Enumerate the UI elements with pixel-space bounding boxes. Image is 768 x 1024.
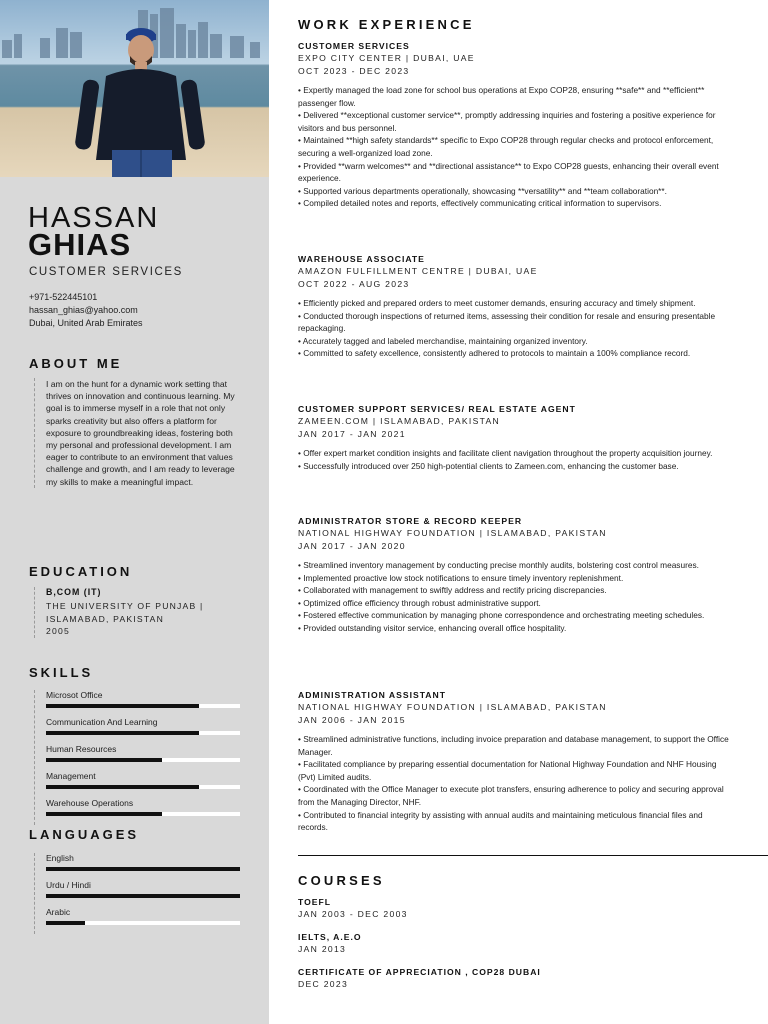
job-bullet: • Provided **warm welcomes** and **directional assistance** to Expo COP28 guests, enhancing their overall event experience. bbox=[298, 160, 719, 184]
skill-item bbox=[46, 744, 240, 762]
skill-bar bbox=[46, 812, 240, 816]
job-bullet: • Accurately tagged and labeled merchandise, maintaining organized inventory. bbox=[298, 335, 588, 346]
job-company: ZAMEEN.COM | ISLAMABAD, PAKISTAN bbox=[298, 416, 501, 426]
job-company: NATIONAL HIGHWAY FOUNDATION | ISLAMABAD, PAKISTAN bbox=[298, 702, 607, 712]
job-bullet: • Expertly managed the load zone for school bus operations at Expo COP28, ensuring **safe** and **efficient** passenger flow. bbox=[298, 85, 705, 108]
location: Dubai, United Arab Emirates bbox=[29, 318, 143, 328]
job-role: CUSTOMER SERVICES bbox=[29, 266, 183, 278]
skill-bar bbox=[46, 785, 240, 789]
job-company: EXPO CITY CENTER | DUBAI, UAE bbox=[298, 53, 475, 63]
first-name: HASSAN bbox=[28, 202, 160, 234]
skill-label: Human Resources bbox=[46, 744, 117, 754]
course-dates: JAN 2003 - DEC 2003 bbox=[298, 909, 408, 919]
language-label: English bbox=[46, 853, 74, 863]
courses-heading: COURSES bbox=[298, 873, 385, 888]
skill-bar-fill bbox=[46, 785, 199, 789]
job-title: CUSTOMER SERVICES bbox=[298, 41, 410, 51]
email-address: hassan_ghias@yahoo.com bbox=[29, 305, 138, 315]
about-section bbox=[34, 378, 246, 488]
job-title: ADMINISTRATOR STORE & RECORD KEEPER bbox=[298, 516, 523, 526]
job-bullet: • Efficiently picked and prepared orders to meet customer demands, ensuring accuracy and timely shipment. bbox=[298, 298, 696, 308]
job-dates: JAN 2017 - JAN 2020 bbox=[298, 540, 406, 551]
job-bullet: • Delivered **exceptional customer service**, promptly addressing inquiries and fostering a positive experience for visitors and bus personnel. bbox=[298, 110, 716, 133]
about-heading: ABOUT ME bbox=[29, 356, 123, 371]
language-label: Urdu / Hindi bbox=[46, 880, 91, 890]
sidebar bbox=[0, 0, 269, 1024]
profile-photo-illustration bbox=[0, 0, 269, 177]
job-bullet: • Conducted thorough inspections of returned items, assessing their condition for resale and ensuring presentable repackaging. bbox=[298, 310, 716, 334]
job-bullets bbox=[298, 84, 734, 210]
education-heading: EDUCATION bbox=[29, 564, 133, 579]
job-title: WAREHOUSE ASSOCIATE bbox=[298, 254, 425, 264]
job-bullet: • Fostered effective communication by managing phone correspondence and orchestrating meeting schedules. bbox=[298, 610, 705, 621]
skill-bar-fill bbox=[46, 758, 162, 762]
profile-photo bbox=[0, 0, 269, 177]
skill-bar-fill bbox=[46, 704, 199, 708]
education-year: 2005 bbox=[46, 626, 70, 636]
job-entry bbox=[298, 40, 734, 210]
languages-section bbox=[34, 853, 240, 934]
job-bullet: • Maintained **high safety standards** specific to Expo COP28 through regular checks and protocol enforcement, securing a well-organized load zone. bbox=[298, 135, 714, 158]
job-bullet: • Provided outstanding visitor service, enhancing overall office hospitality. bbox=[298, 622, 567, 633]
skill-item bbox=[46, 771, 240, 789]
skill-bar bbox=[46, 731, 240, 735]
course-title: CERTIFICATE OF APPRECIATION , COP28 DUBAI bbox=[298, 967, 541, 977]
phone-number: +971-522445101 bbox=[29, 292, 98, 302]
job-bullets bbox=[298, 733, 734, 834]
job-bullet: • Optimized office efficiency through robust administrative support. bbox=[298, 597, 541, 608]
course-title: TOEFL bbox=[298, 897, 332, 907]
job-entry bbox=[298, 515, 734, 635]
about-text: I am on the hunt for a dynamic work setting that thrives on innovation and continuous learning. My goal is to immerse myself in a role that not only sparks creativity but also offers a platform for exposure to groundbreaking ideas, fostering both my personal and professional development. I am eager to contribute to an environment that values challenge and growth, and I am ready to leverage my skills to make a meaningful impact. bbox=[46, 379, 235, 487]
job-bullet: • Implemented proactive low stock notifications to ensure timely inventory replenishment. bbox=[298, 572, 624, 583]
language-item bbox=[46, 853, 240, 871]
job-bullet: • Successfully introduced over 250 high-potential clients to Zameen.com, enhancing the customer base. bbox=[298, 460, 679, 471]
course-item bbox=[298, 896, 408, 921]
job-entry bbox=[298, 253, 734, 360]
language-bar-fill bbox=[46, 867, 240, 871]
skill-label: Management bbox=[46, 771, 96, 781]
language-bar bbox=[46, 894, 240, 898]
job-company: NATIONAL HIGHWAY FOUNDATION | ISLAMABAD, PAKISTAN bbox=[298, 528, 607, 538]
contact-info bbox=[29, 291, 143, 330]
skill-item bbox=[46, 717, 240, 735]
skill-item bbox=[46, 798, 240, 816]
job-bullet: • Coordinated with the Office Manager to execute plot transfers, ensuring adherence to policy and securing approval from the Managing Director, NHF. bbox=[298, 784, 724, 807]
job-bullet: • Streamlined inventory management by conducting precise monthly audits, bolstering cost control measures. bbox=[298, 560, 699, 570]
course-item bbox=[298, 931, 362, 956]
education-degree: B,COM (IT) bbox=[46, 587, 102, 597]
language-bar bbox=[46, 921, 240, 925]
skill-item bbox=[46, 690, 240, 708]
job-bullet: • Facilitated compliance by preparing essential documentation for National Highway Foundation and NHF Housing (Pvt) Limited audits. bbox=[298, 759, 717, 782]
skill-bar bbox=[46, 704, 240, 708]
education-school: THE UNIVERSITY OF PUNJAB | ISLAMABAD, PAKISTAN bbox=[46, 601, 204, 624]
language-item bbox=[46, 907, 240, 925]
job-bullets bbox=[298, 559, 734, 635]
job-dates: OCT 2022 - AUG 2023 bbox=[298, 278, 410, 289]
job-bullet: • Compiled detailed notes and reports, effectively communicating critical information to supervisors. bbox=[298, 198, 662, 209]
last-name: GHIAS bbox=[28, 227, 132, 262]
language-label: Arabic bbox=[46, 907, 71, 917]
language-bar bbox=[46, 867, 240, 871]
job-company: AMAZON FULFILLMENT CENTRE | DUBAI, UAE bbox=[298, 266, 538, 276]
job-entry bbox=[298, 403, 734, 472]
job-bullet: • Offer expert market condition insights and facilitate client navigation throughout the property acquisition journey. bbox=[298, 448, 713, 458]
skill-bar bbox=[46, 758, 240, 762]
job-bullet: • Committed to safety excellence, consistently adhered to protocols to maintain a 100% compliance record. bbox=[298, 348, 691, 359]
languages-heading: LANGUAGES bbox=[29, 827, 140, 842]
skill-label: Communication And Learning bbox=[46, 717, 158, 727]
job-dates: OCT 2023 - DEC 2023 bbox=[298, 65, 410, 76]
job-dates: JAN 2017 - JAN 2021 bbox=[298, 428, 406, 439]
course-item bbox=[298, 966, 541, 991]
language-item bbox=[46, 880, 240, 898]
work-experience-heading: WORK EXPERIENCE bbox=[298, 17, 475, 32]
education-section bbox=[34, 587, 241, 638]
course-title: IELTS, A.E.O bbox=[298, 932, 362, 942]
job-bullet: • Contributed to financial integrity by assisting with annual audits and maintaining meticulous financial files and records. bbox=[298, 809, 703, 833]
skill-label: Microsot Office bbox=[46, 690, 103, 700]
job-title: ADMINISTRATION ASSISTANT bbox=[298, 690, 446, 700]
job-entry bbox=[298, 689, 734, 834]
skill-label: Warehouse Operations bbox=[46, 798, 134, 808]
skill-bar-fill bbox=[46, 812, 162, 816]
job-bullets bbox=[298, 297, 734, 360]
skills-heading: SKILLS bbox=[29, 665, 94, 680]
job-title: CUSTOMER SUPPORT SERVICES/ REAL ESTATE AGENT bbox=[298, 404, 576, 414]
job-bullet: • Streamlined administrative functions, including invoice preparation and database management, to support the Office Manager. bbox=[298, 734, 729, 757]
job-bullet: • Collaborated with management to swiftly address and rectify pricing discrepancies. bbox=[298, 585, 607, 596]
job-bullets bbox=[298, 447, 734, 472]
course-dates: DEC 2023 bbox=[298, 979, 349, 989]
section-divider bbox=[298, 855, 768, 856]
language-bar-fill bbox=[46, 921, 85, 925]
skills-section bbox=[34, 690, 240, 825]
course-dates: JAN 2013 bbox=[298, 944, 347, 954]
job-dates: JAN 2006 - JAN 2015 bbox=[298, 714, 406, 725]
job-bullet: • Supported various departments operationally, showcasing **versatility** and **team collaboration**. bbox=[298, 185, 667, 196]
skill-bar-fill bbox=[46, 731, 199, 735]
language-bar-fill bbox=[46, 894, 240, 898]
